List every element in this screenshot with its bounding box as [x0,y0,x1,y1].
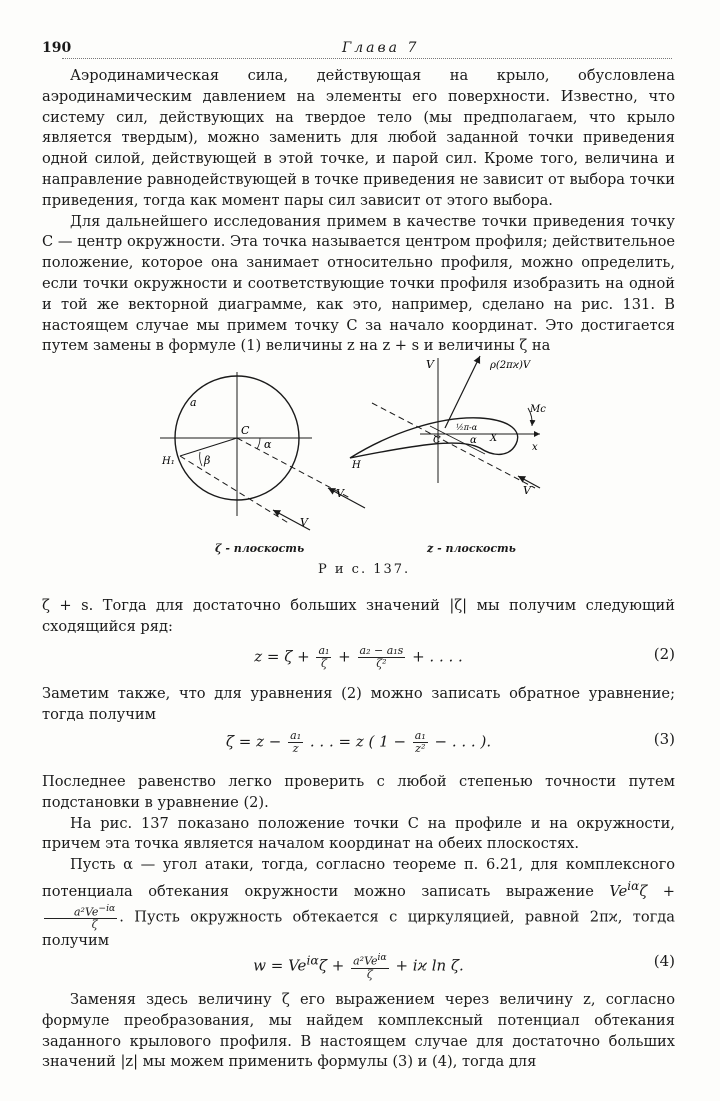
zeta-plane-label: ζ - плоскость [215,542,305,555]
equation-2 [42,641,675,671]
flow-line-2 [180,456,290,524]
page-header [42,40,672,60]
paragraph-7 [42,855,675,952]
header-rule [62,58,672,59]
chapter-title: Глава 7 [342,40,420,56]
label-v-axis: V [426,358,434,371]
paragraph-7b: . Пусть окружность обтекается с циркуляцией, равной 2πϰ, тогда получим [42,907,675,950]
beta-arc [200,452,202,466]
text-block-top [42,66,675,357]
figure-137 [140,348,580,584]
equation-2-number: (2) [653,645,675,663]
equation-2-body: z = ζ + $\frac{\text{a₁}}{\zeta}$ + $\frac{\text{a₂ − a₁s}}{\text{ζ²}}$ + . . . . [254,644,463,670]
paragraph-1: Аэродинамическая сила, действующая на крыло, обусловлена аэродинамическим давлением на элементы его поверхности. Известно, что систему сил, действующих на твердое тело (мы предполагаем, что крыло является твердым), можно заменить для любой заданной точки приведения одной силой, действующей в этой точке, и парой сил. Кроме того, величина и направление равнодействующей в точке приведения не зависит от выбора точки приведения, тогда как момент пары сил зависит от этого выбора. [42,67,675,209]
text-block-middle [42,772,675,952]
label-v-left-1: V [336,487,344,500]
label-c-left: C [241,424,250,437]
alpha-arc-left [257,438,260,449]
paragraph-3: ζ + s. Тогда для достаточно больших значений |ζ| мы получим следующий сходящийся ряд: [42,597,675,635]
equation-3-body: ζ = z − $\frac{\text{a₁}}{z}$ . . . = z ( 1 − $\frac{\text{a₁}}{\text{z²}}$ − . . . ). [225,729,492,755]
paragraph-6: На рис. 137 показано положение точки C на профиле и на окружности, причем эта точка является началом координат на обеих плоскостях. [42,814,675,853]
label-c-right: C [433,435,441,446]
label-half-pi: ½π-α [456,423,478,432]
z-plane-label: z - плоскость [427,542,516,555]
paragraph-4: Заметим также, что для уравнения (2) можно записать обратное уравнение; тогда получим [42,685,675,723]
label-beta: β [204,454,211,467]
text-block-bottom [42,990,675,1073]
equation-4 [42,948,675,981]
text-block-series [42,596,675,638]
equation-4-number: (4) [653,952,675,970]
label-force: ρ(2πϰ)V [490,360,531,371]
label-h1: H₁ [162,456,175,467]
flow-line-1 [237,438,350,498]
flow-line-3 [372,403,535,488]
velocity-arrow-1 [328,488,365,508]
potential-expression: $Ve^{i\alpha}\zeta$ + $\frac{a^2Ve^{-i\alpha}}{\zeta}$ [42,883,675,925]
text-block-inverse [42,684,675,726]
page-number: 190 [42,40,72,56]
label-x-upper: X [490,433,498,444]
label-v-right: V [523,484,531,497]
label-moment: Mc [530,404,546,415]
label-v-left-2: V [300,516,308,529]
paragraph-5: Последнее равенство легко проверить с любой степенью точности путем подстановки в уравнение (2). [42,773,675,811]
label-x-axis: x [532,442,538,453]
equation-3-number: (3) [653,730,675,748]
label-alpha-left: α [264,438,272,451]
paragraph-8: Заменяя здесь величину ζ его выражением через величину z, согласно формуле преобразования, мы найдем комплексный потенциал обтекания заданного крылового профиля. В настоящем случае для достаточно больших значений |z| мы можем применить формулы (3) и (4), тогда для [42,991,675,1071]
equation-4-body: $w = Ve^{i\alpha}\zeta$ + $\frac{a^2Ve^{i\alpha}}{\zeta}$ + iϰ ln ζ. [253,952,464,981]
paragraph-2: Для дальнейшего исследования примем в качестве точки приведения точку C — центр окружности. Эта точка называется центром профиля; действительное положение, которое она занимает относительно профиля, можно определить, если точки окружности и соответствующие точки профиля изобразить на одной и той же векторной диаграмме, как это, например, сделано на рис. 131. В настоящем случае мы примем точку C за начало координат. Это достигается путем замены в формуле (1) величины z на z + s и величины ζ на [42,212,675,355]
label-a: a [190,396,197,409]
label-h: H [352,460,361,471]
paragraph-7a: Пусть α — угол атаки, тогда, согласно теореме п. 6.21, для комплексного потенциала обтекания окружности можно записать выражение [42,856,675,900]
figure-caption: Р и с. 137. [318,562,411,577]
label-alpha-right: α [470,435,477,446]
equation-3 [42,726,675,756]
